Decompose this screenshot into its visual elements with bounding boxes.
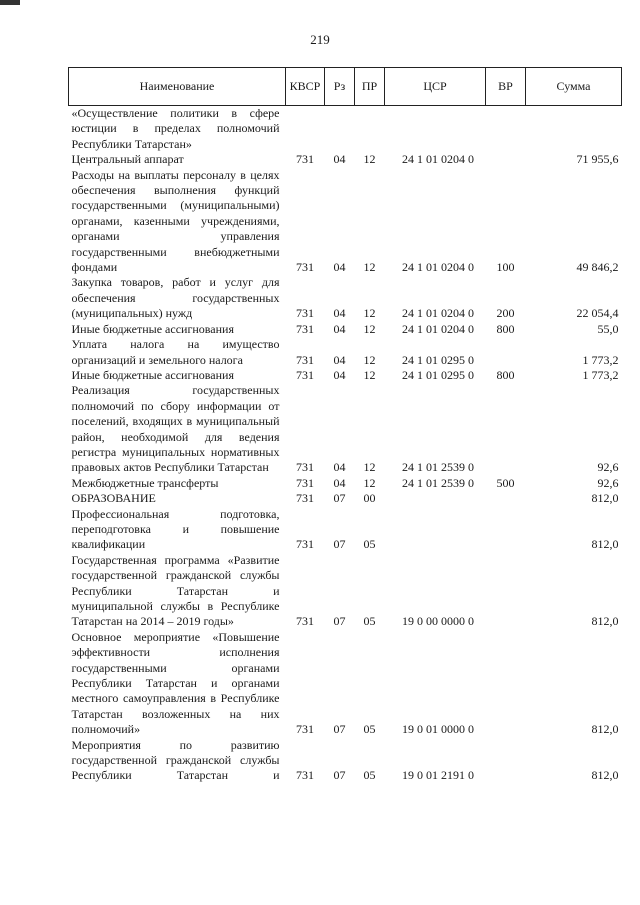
row-rz: 04 (333, 352, 346, 367)
row-rz: 04 (333, 475, 346, 490)
row-sum: 49 846,2 (576, 260, 619, 275)
row-sum: 812,0 (591, 722, 619, 737)
row-vr (486, 630, 526, 738)
table-row (69, 383, 622, 475)
row-sum: 812,0 (591, 768, 619, 783)
page-number: 219 (310, 32, 330, 47)
row-pr: 12 (363, 152, 376, 167)
row-vr: 800 (496, 367, 515, 382)
row-pr: 05 (363, 768, 376, 783)
row-csr: 24 1 01 0204 0 (402, 152, 474, 167)
row-vr (486, 738, 526, 784)
table-row (69, 476, 622, 491)
row-kvsr (286, 106, 325, 153)
row-sum: 22 054,4 (576, 306, 619, 321)
row-vr (486, 106, 526, 153)
row-csr: 24 1 01 2539 0 (402, 475, 474, 490)
row-sum: 71 955,6 (576, 152, 619, 167)
row-pr: 05 (363, 614, 376, 629)
header-sum: Сумма (526, 68, 622, 106)
row-sum: 92,6 (597, 475, 619, 490)
row-csr: 19 0 01 0000 0 (402, 722, 474, 737)
row-pr: 12 (363, 352, 376, 367)
row-name: Центральный аппарат (71, 152, 184, 167)
row-rz: 07 (333, 491, 346, 506)
row-vr (486, 507, 526, 553)
row-rz: 04 (333, 460, 346, 475)
row-csr (385, 106, 486, 153)
table-row (69, 337, 622, 368)
header-row (69, 68, 622, 106)
row-pr: 05 (363, 537, 376, 552)
row-name: «Осуществление политики в сфере юстиции в пределах полномочий Республики Татарстан» (71, 106, 280, 151)
row-rz: 04 (333, 306, 346, 321)
row-name: Основное мероприятие «Повышение эффективности исполнения государственными органами Республики Татарстан и органами местного самоуправления в Республике Татарстан возложенных на них полномочий» (71, 629, 280, 737)
header-csr: ЦСР (385, 68, 486, 106)
row-rz: 04 (333, 367, 346, 382)
row-pr: 12 (363, 321, 376, 336)
row-pr (355, 106, 385, 153)
row-sum: 812,0 (591, 614, 619, 629)
row-vr: 100 (496, 260, 515, 275)
row-csr: 24 1 01 2539 0 (402, 460, 474, 475)
row-sum: 92,6 (597, 460, 619, 475)
row-vr (486, 337, 526, 368)
row-rz: 07 (333, 722, 346, 737)
row-name: Расходы на выплаты персоналу в целях обеспечения выполнения функций государственными (муниципальными) органами, казенными учреждениями, органами управления государственными внебюджетными фондами (71, 167, 280, 275)
header-rz: Рз (325, 68, 355, 106)
row-name: Профессиональная подготовка, переподготовка и повышение квалификации (71, 506, 280, 552)
row-csr: 24 1 01 0204 0 (402, 306, 474, 321)
row-kvsr: 731 (296, 614, 314, 629)
row-vr (486, 491, 526, 506)
row-rz: 07 (333, 614, 346, 629)
row-csr: 24 1 01 0295 0 (402, 352, 474, 367)
row-vr (486, 383, 526, 475)
row-rz: 04 (333, 152, 346, 167)
row-kvsr: 731 (296, 475, 314, 490)
row-rz: 04 (333, 321, 346, 336)
row-pr: 12 (363, 367, 376, 382)
row-vr (486, 553, 526, 630)
row-pr: 05 (363, 722, 376, 737)
row-kvsr: 731 (296, 152, 314, 167)
row-name: ОБРАЗОВАНИЕ (71, 491, 156, 506)
row-pr: 12 (363, 306, 376, 321)
table-row (69, 322, 622, 337)
table-row (69, 106, 622, 153)
scan-corner-mark (0, 0, 20, 5)
row-kvsr: 731 (296, 352, 314, 367)
row-kvsr: 731 (296, 321, 314, 336)
row-vr: 800 (496, 321, 515, 336)
row-csr: 24 1 01 0295 0 (402, 367, 474, 382)
table-row (69, 630, 622, 738)
header-vr: ВР (486, 68, 526, 106)
row-sum: 812,0 (591, 537, 619, 552)
row-sum: 812,0 (591, 491, 619, 506)
row-kvsr: 731 (296, 460, 314, 475)
row-kvsr: 731 (296, 260, 314, 275)
table-row (69, 553, 622, 630)
row-rz: 07 (333, 537, 346, 552)
row-name: Мероприятия по развитию государственной гражданской службы Республики Татарстан и (71, 737, 280, 783)
table-row (69, 491, 622, 506)
table-row (69, 275, 622, 321)
row-pr: 12 (363, 460, 376, 475)
row-kvsr: 731 (296, 768, 314, 783)
row-kvsr: 731 (296, 306, 314, 321)
table-body (69, 106, 622, 784)
row-kvsr: 731 (296, 367, 314, 382)
row-sum: 1 773,2 (582, 352, 619, 367)
row-name: Уплата налога на имущество организаций и земельного налога (71, 337, 280, 367)
table-row (69, 368, 622, 383)
row-name: Государственная программа «Развитие государственной гражданской службы Республики Татарстан и муниципальной службы в Республике Татарстан на 2014 – 2019 годы» (71, 552, 280, 629)
row-name: Реализация государственных полномочий по сбору информации от поселений, входящих в муниципальный район, необходимой для ведения регистра муниципальных нормативных правовых актов Республики Татарстан (71, 383, 280, 475)
row-rz: 07 (333, 768, 346, 783)
row-csr (385, 491, 486, 506)
row-name: Иные бюджетные ассигнования (71, 367, 234, 382)
row-name: Межбюджетные трансферты (71, 475, 219, 490)
row-csr: 19 0 01 2191 0 (402, 768, 474, 783)
row-kvsr: 731 (296, 491, 314, 506)
row-sum (526, 106, 622, 153)
row-sum: 55,0 (597, 321, 619, 336)
row-kvsr: 731 (296, 537, 314, 552)
header-kvsr: КВСР (286, 68, 325, 106)
table-header (69, 68, 622, 106)
row-vr: 200 (496, 306, 515, 321)
row-sum: 1 773,2 (582, 367, 619, 382)
row-name: Закупка товаров, работ и услуг для обеспечения государственных (муниципальных) нужд (71, 275, 280, 321)
header-pr: ПР (355, 68, 385, 106)
budget-table (68, 67, 622, 784)
row-pr: 12 (363, 260, 376, 275)
row-kvsr: 731 (296, 722, 314, 737)
header-name: Наименование (69, 68, 286, 106)
row-pr: 12 (363, 475, 376, 490)
row-csr: 24 1 01 0204 0 (402, 260, 474, 275)
table-row (69, 168, 622, 276)
table-row (69, 507, 622, 553)
row-rz (325, 106, 355, 153)
table-row (69, 738, 622, 784)
row-pr: 00 (363, 491, 376, 506)
row-rz: 04 (333, 260, 346, 275)
row-name: Иные бюджетные ассигнования (71, 321, 234, 336)
row-vr: 500 (496, 475, 515, 490)
row-vr (486, 152, 526, 167)
table-row (69, 152, 622, 167)
row-csr (385, 507, 486, 553)
row-csr: 19 0 00 0000 0 (402, 614, 474, 629)
row-csr: 24 1 01 0204 0 (402, 321, 474, 336)
